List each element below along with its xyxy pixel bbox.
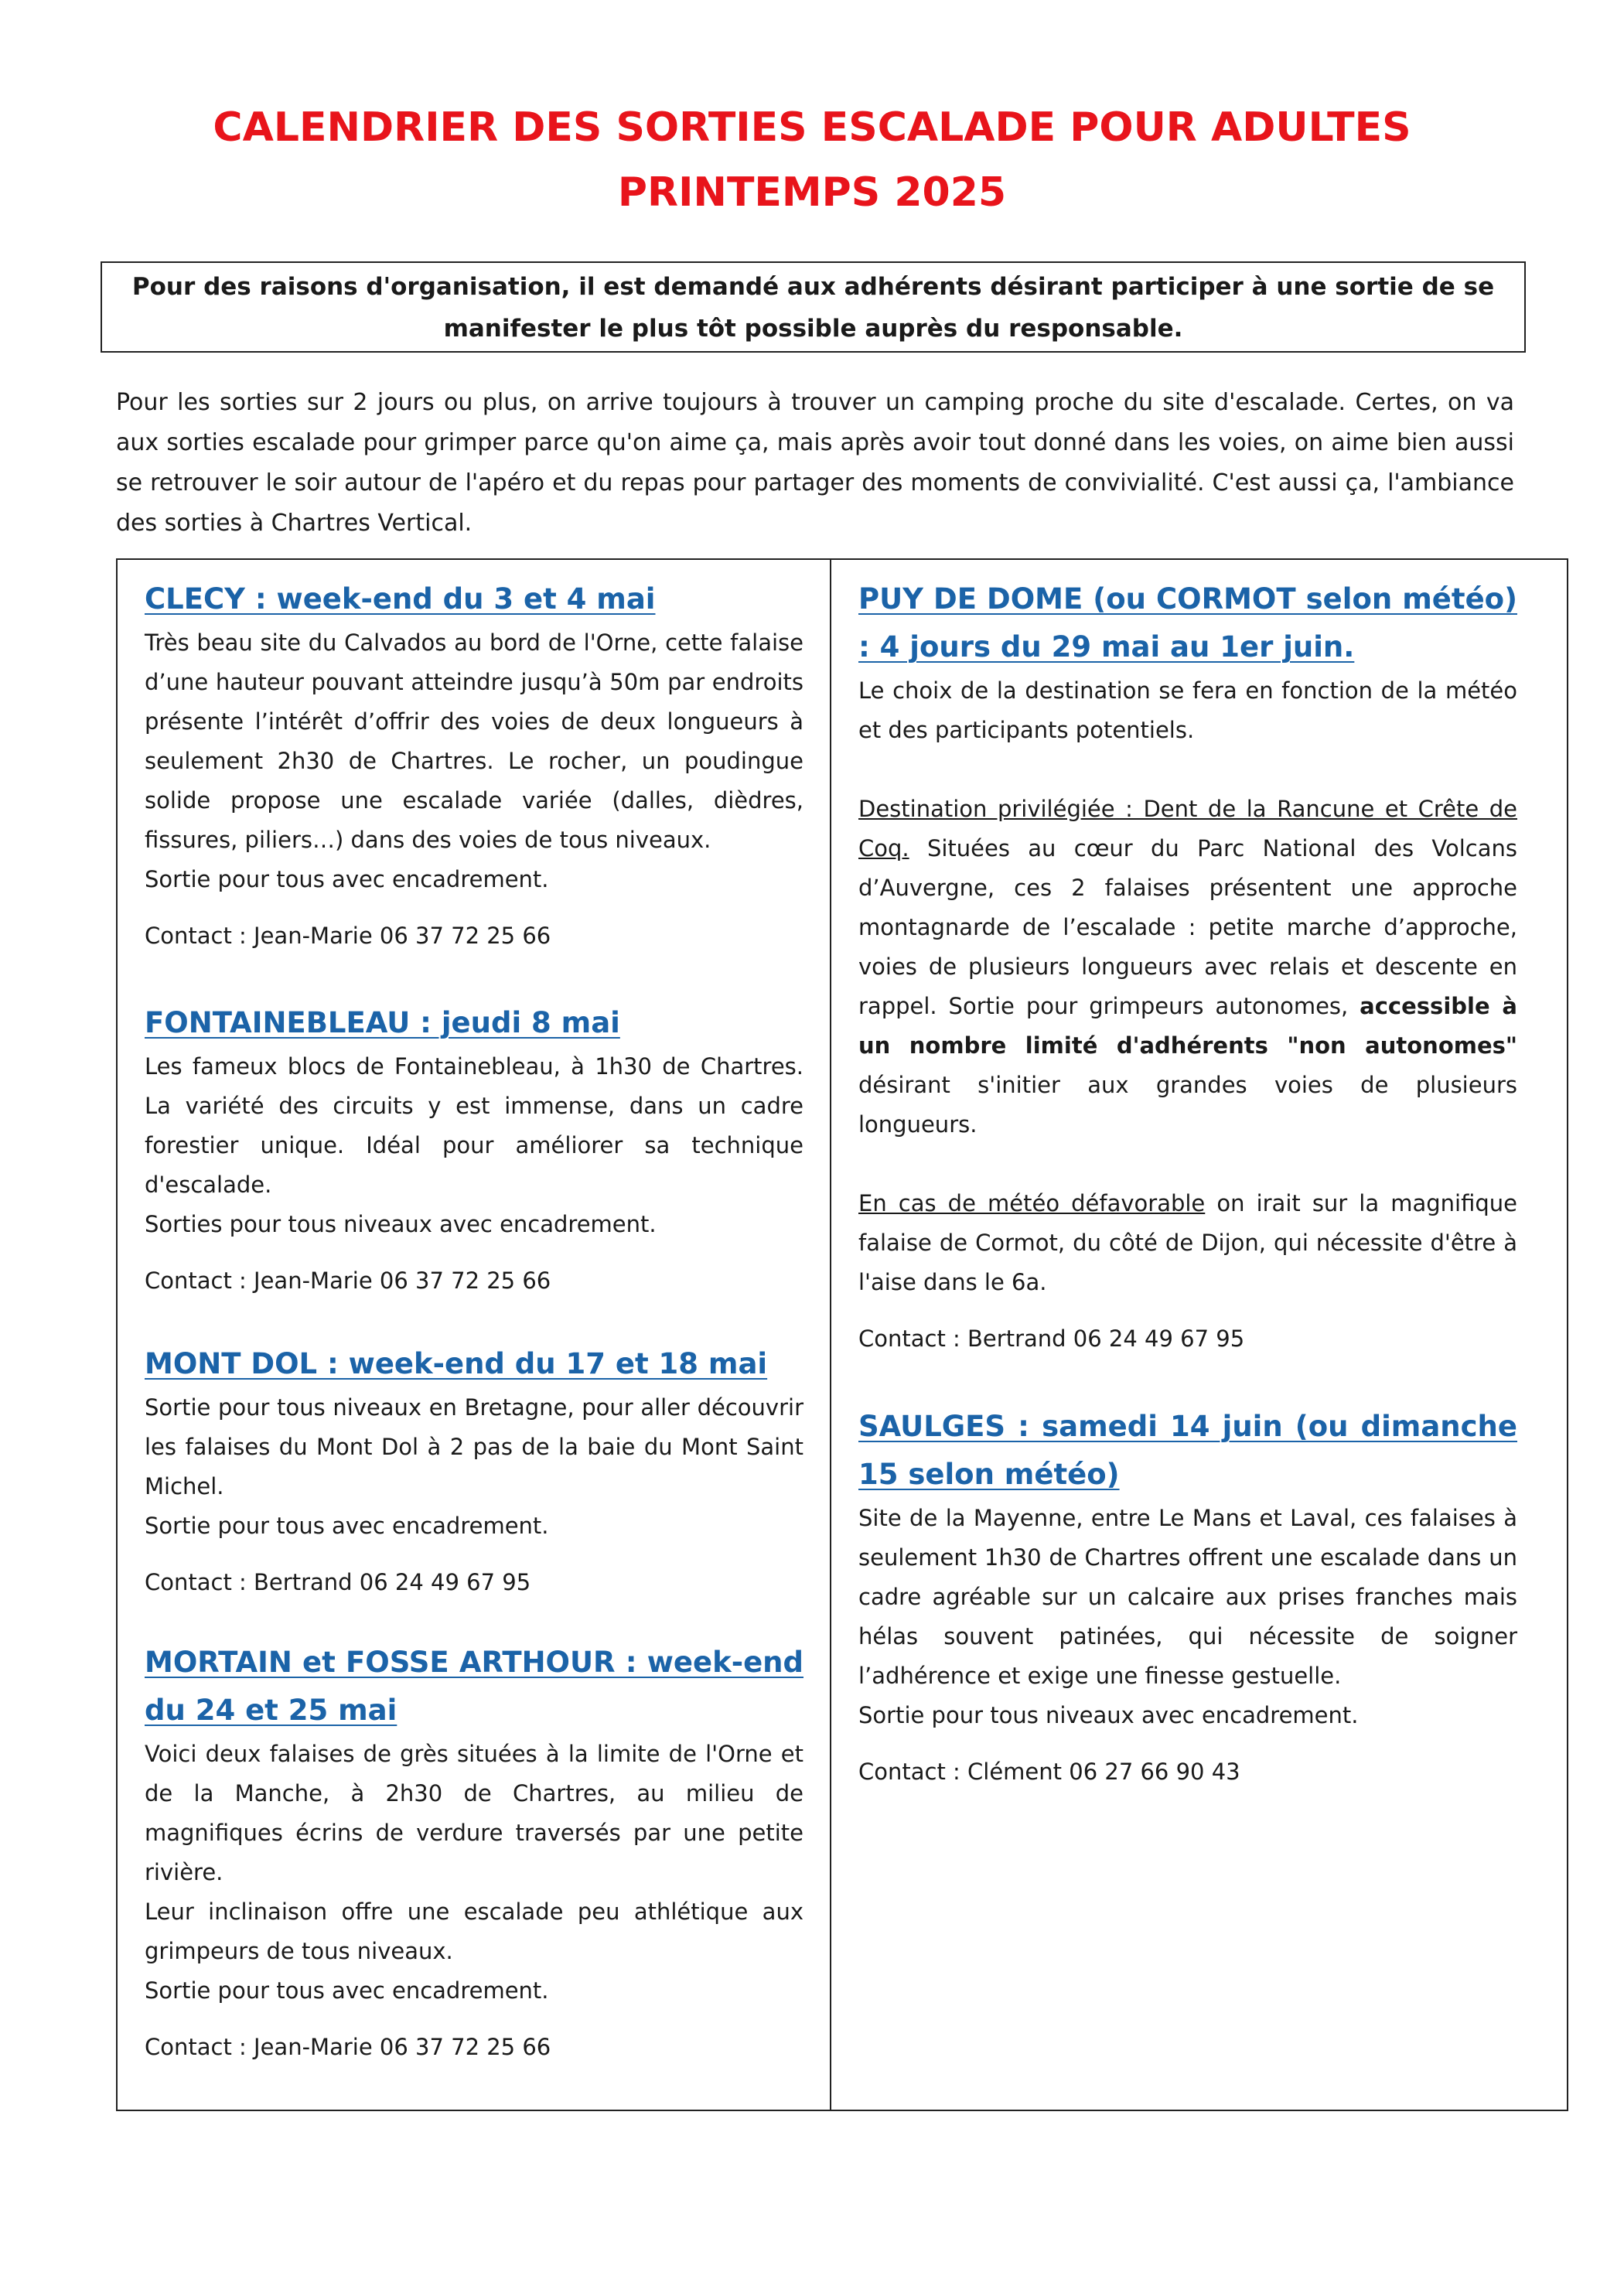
outing-description: Sortie pour tous niveaux en Bretagne, pour aller découvrir les falaises du Mont Dol à 2 pas de la baie du Mont Saint Michel. bbox=[145, 1394, 803, 1499]
outing-heading: MONT DOL : week-end du 17 et 18 mai bbox=[145, 1347, 768, 1380]
intro-paragraph bbox=[116, 383, 1514, 544]
outing-audience: Sortie pour tous niveaux avec encadrement. bbox=[858, 1702, 1359, 1728]
column-divider bbox=[830, 560, 831, 2110]
outing-mortain bbox=[145, 1639, 803, 2067]
intro-text: Pour les sorties sur 2 jours ou plus, on arrive toujours à trouver un camping proche du site d'escalade. Certes, on va aux sorties escalade pour grimper parce qu'on aime ça, mais après avoir tout donné dans les voies, on aime bien aussi se retrouver le soir autour de l'apéro et du repas pour partager des moments de convivialité. C'est aussi ça, l'ambiance des sorties à Chartres Vertical. bbox=[116, 389, 1514, 537]
outing-heading: PUY DE DOME (ou CORMOT selon météo) : 4 jours du 29 mai au 1er juin. bbox=[858, 582, 1517, 664]
outing-contact: Contact : Clément 06 27 66 90 43 bbox=[858, 1759, 1240, 1785]
outing-audience: Sortie pour tous avec encadrement. bbox=[145, 1977, 549, 2004]
outing-description: Les fameux blocs de Fontainebleau, à 1h30 de Chartres. La variété des circuits y est immense, dans un cadre forestier unique. Idéal pour améliorer sa technique d'escalade. bbox=[145, 1053, 803, 1198]
bad-weather-block bbox=[858, 1184, 1517, 1302]
outing-puy-de-dome bbox=[858, 575, 1517, 1359]
outing-description: Voici deux falaises de grès situées à la limite de l'Orne et de la Manche, à 2h30 de Chartres, au milieu de magnifiques écrins de verdure traversés par une petite rivière. bbox=[145, 1741, 803, 1885]
outing-fontainebleau bbox=[145, 999, 803, 1301]
outing-description: Site de la Mayenne, entre Le Mans et Laval, ces falaises à seulement 1h30 de Chartres offrent une escalade dans un cadre agréable sur un calcaire aux prises franches mais hélas souvent patinées, qui nécessite de soigner l’adhérence et exige une finesse gestuelle. bbox=[858, 1505, 1517, 1689]
destination-block bbox=[858, 790, 1517, 1145]
outing-heading: CLECY : week-end du 3 et 4 mai bbox=[145, 582, 656, 616]
outing-description: Le choix de la destination se fera en fonction de la météo et des participants potentiels. bbox=[858, 677, 1517, 743]
outing-contact: Contact : Jean-Marie 06 37 72 25 66 bbox=[145, 923, 551, 949]
outings-table bbox=[116, 558, 1568, 2111]
outing-heading: SAULGES : samedi 14 juin (ou dimanche 15 selon météo) bbox=[858, 1410, 1517, 1491]
outing-contact: Contact : Jean-Marie 06 37 72 25 66 bbox=[145, 2034, 551, 2060]
bad-weather-label: En cas de météo défavorable bbox=[858, 1190, 1206, 1216]
outing-description-2: Leur inclinaison offre une escalade peu athlétique aux grimpeurs de tous niveaux. bbox=[145, 1899, 803, 1964]
destination-label: Destination privilégiée : Dent de la Rancune et Crête de Coq. bbox=[858, 796, 1517, 861]
outing-audience: Sorties pour tous niveaux avec encadrement. bbox=[145, 1211, 657, 1237]
outing-heading: FONTAINEBLEAU : jeudi 8 mai bbox=[145, 1006, 620, 1039]
destination-text: Situées au cœur du Parc National des Volcans d’Auvergne, ces 2 falaises présentent une approche montagnarde de l’escalade : petite marche d’approche, voies de plusieurs longueurs avec relais et descente en rappel. Sortie pour grimpeurs autonomes, bbox=[858, 835, 1518, 1019]
destination-limit-note: accessible à un nombre limité d'adhérents "non autonomes" bbox=[858, 993, 1517, 1059]
outing-saulges bbox=[858, 1403, 1517, 1792]
page-subtitle: PRINTEMPS 2025 bbox=[617, 169, 1007, 216]
outing-heading: MORTAIN et FOSSE ARTHOUR : week-end du 24 et 25 mai bbox=[145, 1646, 803, 1727]
outing-description: Très beau site du Calvados au bord de l'Orne, cette falaise d’une hauteur pouvant atteindre jusqu’à 50m par endroits présente l’intérêt d’offrir des voies de deux longueurs à seulement 2h30 de Chartres. Le rocher, un poudingue solide propose une escalade variée (dalles, dièdres, fissures, piliers…) dans des voies de tous niveaux. bbox=[145, 629, 803, 853]
organization-notice: Pour des raisons d'organisation, il est demandé aux adhérents désirant participer à une sortie de se manifester le plus tôt possible auprès du responsable. bbox=[101, 261, 1526, 353]
outing-audience: Sortie pour tous avec encadrement. bbox=[145, 1513, 549, 1539]
page-title: CALENDRIER DES SORTIES ESCALADE POUR ADULTES bbox=[213, 104, 1411, 151]
outing-clecy bbox=[145, 575, 803, 956]
outing-contact: Contact : Bertrand 06 24 49 67 95 bbox=[145, 1569, 531, 1595]
destination-text-end: désirant s'initier aux grandes voies de plusieurs longueurs. bbox=[858, 1072, 1517, 1138]
outing-mont-dol bbox=[145, 1340, 803, 1602]
outing-audience: Sortie pour tous avec encadrement. bbox=[145, 866, 549, 892]
outing-contact: Contact : Bertrand 06 24 49 67 95 bbox=[858, 1325, 1245, 1352]
outing-contact: Contact : Jean-Marie 06 37 72 25 66 bbox=[145, 1267, 551, 1294]
bad-weather-text: on irait sur la magnifique falaise de Cormot, du côté de Dijon, qui nécessite d'être à l'aise dans le 6a. bbox=[858, 1190, 1517, 1295]
